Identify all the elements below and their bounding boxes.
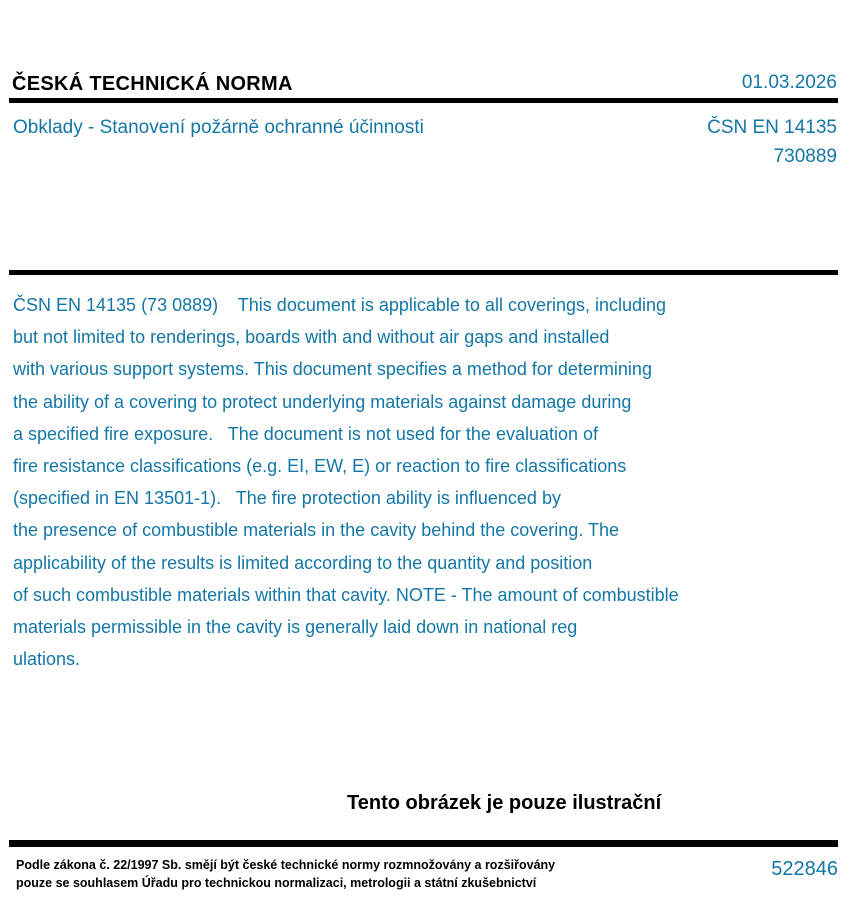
abstract-line: with various support systems. This document specifies a method for determining xyxy=(13,359,652,380)
header-rule xyxy=(9,98,838,103)
page-title: ČESKÁ TECHNICKÁ NORMA xyxy=(12,73,293,95)
abstract-line: a specified fire exposure. The document is not used for the evaluation of xyxy=(13,423,599,444)
abstract-line: the presence of combustible materials in the cavity behind the covering. The xyxy=(13,520,620,541)
publication-date: 01.03.2026 xyxy=(741,72,837,93)
abstract-line: applicability of the results is limited according to the quantity and position xyxy=(13,552,593,573)
abstract-line: ulations. xyxy=(13,649,81,670)
abstract-line: the ability of a covering to protect underlying materials against damage during xyxy=(13,391,632,412)
abstract-line: fire resistance classifications (e.g. EI, EW, E) or reaction to fire classifications xyxy=(13,456,627,477)
footer-rule xyxy=(9,840,838,847)
abstract-line: but not limited to renderings, boards with and without air gaps and installed xyxy=(13,327,610,348)
document-number: 522846 xyxy=(771,858,838,880)
legal-line: pouze se souhlasem Úřadu pro technickou normalizaci, metrologii a státní zkušebnictví xyxy=(16,875,537,890)
illustration-notice: Tento obrázek je pouze ilustrační xyxy=(347,792,662,814)
abstract-line: of such combustible materials within that cavity. NOTE - The amount of combustible xyxy=(13,584,679,605)
class-number: 730889 xyxy=(773,146,837,167)
abstract-line: ČSN EN 14135 (73 0889) This document is applicable to all coverings, including xyxy=(13,295,667,315)
abstract-rule xyxy=(9,270,838,275)
abstract-line: materials permissible in the cavity is generally laid down in national reg xyxy=(13,617,578,638)
document-subtitle: Obklady - Stanovení požárně ochranné účinnosti xyxy=(13,117,424,138)
abstract-line: (specified in EN 13501-1). The fire protection ability is influenced by xyxy=(13,488,561,509)
legal-notice xyxy=(16,857,555,892)
legal-line: Podle zákona č. 22/1997 Sb. smějí být české technické normy rozmnožovány a rozšiřovány xyxy=(16,858,556,872)
standard-code: ČSN EN 14135 xyxy=(707,117,837,138)
abstract-text xyxy=(13,289,679,675)
